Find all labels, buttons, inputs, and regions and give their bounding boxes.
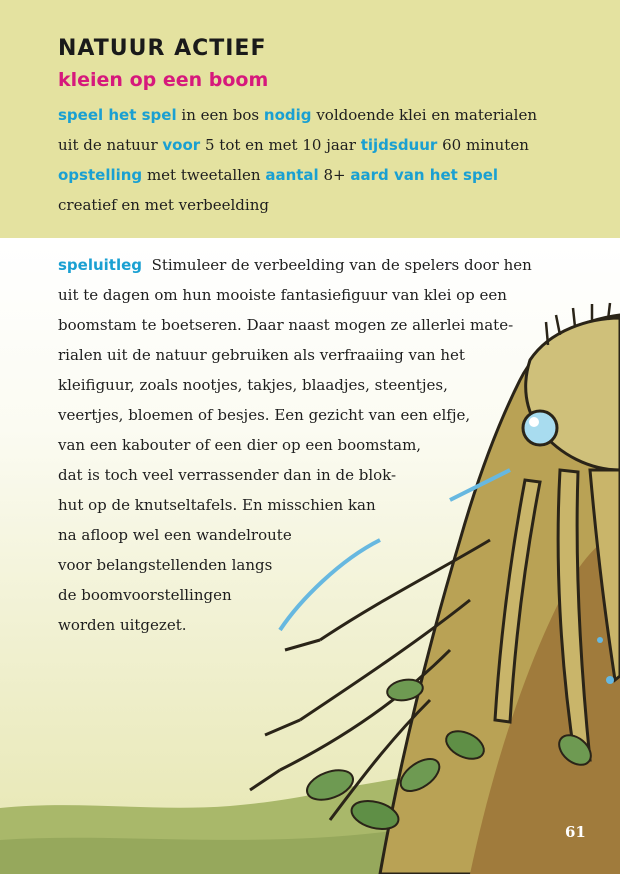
- speel-value: in een bos: [181, 106, 260, 124]
- aard-label: aard van het spel: [350, 166, 499, 184]
- explanation-line: voor belangstellenden langs: [58, 556, 273, 574]
- opstelling-label: opstelling: [58, 166, 143, 184]
- aard-value: creatief en met verbeelding: [58, 196, 269, 214]
- explanation-line: worden uitgezet.: [58, 616, 187, 634]
- explanation: [58, 250, 532, 640]
- game-info: [58, 100, 558, 220]
- page-number: 61: [565, 823, 586, 841]
- explanation-line-1: [58, 250, 532, 280]
- explanation-line: dat is toch veel verrassender dan in de blok-: [58, 466, 397, 484]
- tijdsduur-value: 60 minuten: [442, 136, 529, 154]
- aantal-value: 8+: [323, 166, 346, 184]
- page-subtitle: kleien op een boom: [58, 69, 269, 91]
- explanation-line: van een kabouter of een dier op een boomstam,: [58, 436, 422, 454]
- speel-label: speel het spel: [58, 106, 177, 124]
- opstelling-value: met tweetallen: [146, 166, 261, 184]
- explanation-line: veertjes, bloemen of besjes. Een gezicht van een elfje,: [58, 406, 471, 424]
- nodig-label: nodig: [263, 106, 312, 124]
- voor-value: 5 tot en met 10 jaar: [204, 136, 356, 154]
- explanation-label: speluitleg: [58, 256, 143, 274]
- aantal-label: aantal: [265, 166, 319, 184]
- explanation-line-text: Stimuleer de verbeelding van de spelers door hen: [151, 256, 532, 274]
- explanation-line: rialen uit de natuur gebruiken als verfraaiing van het: [58, 346, 465, 364]
- explanation-line: uit te dagen om hun mooiste fantasiefiguur van klei op een: [58, 286, 507, 304]
- explanation-line: na afloop wel een wandelroute: [58, 526, 292, 544]
- nodig-value: voldoende klei en materialen uit de natuur: [58, 106, 537, 154]
- tijdsduur-label: tijdsduur: [360, 136, 438, 154]
- explanation-line: kleifiguur, zoals nootjes, takjes, blaadjes, steentjes,: [58, 376, 448, 394]
- dot: [606, 676, 614, 684]
- page-title: NATUUR ACTIEF: [58, 36, 267, 61]
- explanation-line: hut op de knutseltafels. En misschien kan: [58, 496, 376, 514]
- voor-label: voor: [162, 136, 201, 154]
- dot: [597, 637, 603, 643]
- explanation-line: boomstam te boetseren. Daar naast mogen ze allerlei mate-: [58, 316, 514, 334]
- explanation-line: de boomvoorstellingen: [58, 586, 232, 604]
